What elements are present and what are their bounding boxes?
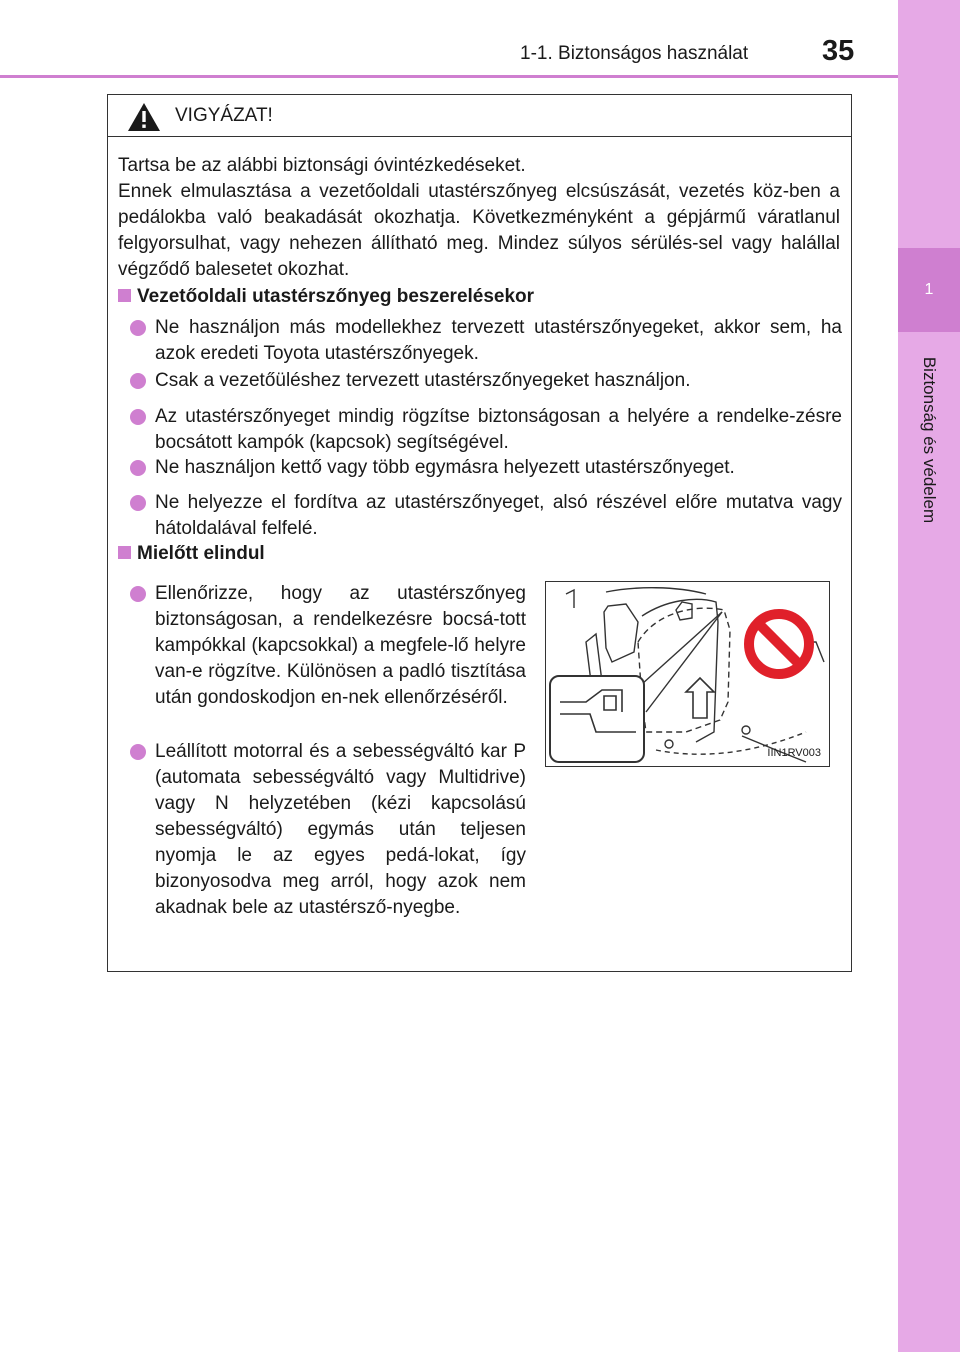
section-heading-text: Mielőtt elindul (137, 543, 265, 564)
list-item (130, 315, 842, 367)
list-item (130, 455, 842, 481)
list-item-text: Ne használjon kettő vagy több egymásra helyezett utastérszőnyeget. (155, 457, 735, 478)
warning-header (108, 95, 851, 137)
floor-mat-illustration (546, 582, 829, 766)
bullet-dot-icon (130, 744, 146, 760)
warning-intro-line: Tartsa be az alábbi biztonsági óvintézkedéseket. (118, 155, 526, 176)
list-item-text: Ellenőrizze, hogy az utastérszőnyeg biztonságosan, a rendelkezésre bocsá-tott kampókkal (kapcsokkal) a megfele-lő helyre van-e rögzítve. Különösen a padló tisztítása után gondoskodjon en-nek ellenőrzéséről. (155, 583, 526, 708)
header-rule (0, 75, 898, 78)
bullet-dot-icon (130, 495, 146, 511)
list-item-text: Ne használjon más modellekhez tervezett utastérszőnyegeket, akkor sem, ha azok eredeti Toyota utastérszőnyegek. (155, 317, 842, 364)
section-heading (118, 284, 534, 310)
chapter-number: 1 (898, 248, 960, 332)
list-item-text: Ne helyezze el fordítva az utastérszőnyeget, alsó részével előre mutatva vagy hátoldalával felfelé. (155, 492, 842, 539)
warning-triangle-icon (127, 102, 161, 132)
page-number: 35 (822, 35, 855, 67)
list-item (130, 581, 526, 711)
section-heading-text: Vezetőoldali utastérszőnyeg beszerelésekor (137, 286, 535, 307)
bullet-dot-icon (130, 409, 146, 425)
list-item-text: Leállított motorral és a sebességváltó kar P (automata sebességváltó vagy Multidrive) vagy N helyzetében (kézi kapcsolású sebességváltó) egymás után teljesen nyomja le az egyes pedá-lokat, így bizonyosodva meg arról, hogy azok nem akadnak bele az utastérsző-nyegbe. (155, 741, 526, 918)
bullet-dot-icon (130, 586, 146, 602)
warning-body: Ennek elmulasztása a vezetőoldali utastérszőnyeg elcsúszását, vezetés köz-ben a pedálokba való beakadását okozhatja. Következményként a gépjármű váratlanul felgyorsulhat, vagy nehezen állítható meg. Mindez súlyos sérülés-sel vagy halállal végződő balesetet okozhat. (118, 181, 840, 280)
list-item (130, 490, 842, 542)
square-bullet-icon (118, 546, 131, 559)
header-section-title: 1-1. Biztonságos használat (520, 43, 749, 64)
chapter-side-tab (898, 0, 960, 1352)
warning-box (107, 94, 852, 972)
list-item-text: Az utastérszőnyeget mindig rögzítse biztonságosan a helyére a rendelke-zésre bocsátott kampók (kapcsok) segítségével. (155, 406, 842, 453)
warning-intro (118, 153, 840, 283)
bullet-dot-icon (130, 460, 146, 476)
square-bullet-icon (118, 289, 131, 302)
list-item-text: Csak a vezetőüléshez tervezett utastérszőnyegeket használjon. (155, 370, 691, 391)
bullet-dot-icon (130, 320, 146, 336)
section-heading (118, 541, 265, 567)
list-item (130, 368, 842, 394)
list-item (130, 404, 842, 456)
floor-mat-figure (545, 581, 830, 767)
chapter-title: Biztonság és védelem (920, 356, 939, 524)
figure-code: IIN1RV003 (767, 747, 821, 759)
bullet-dot-icon (130, 373, 146, 389)
list-item (130, 739, 526, 921)
warning-title: VIGYÁZAT! (175, 105, 273, 126)
